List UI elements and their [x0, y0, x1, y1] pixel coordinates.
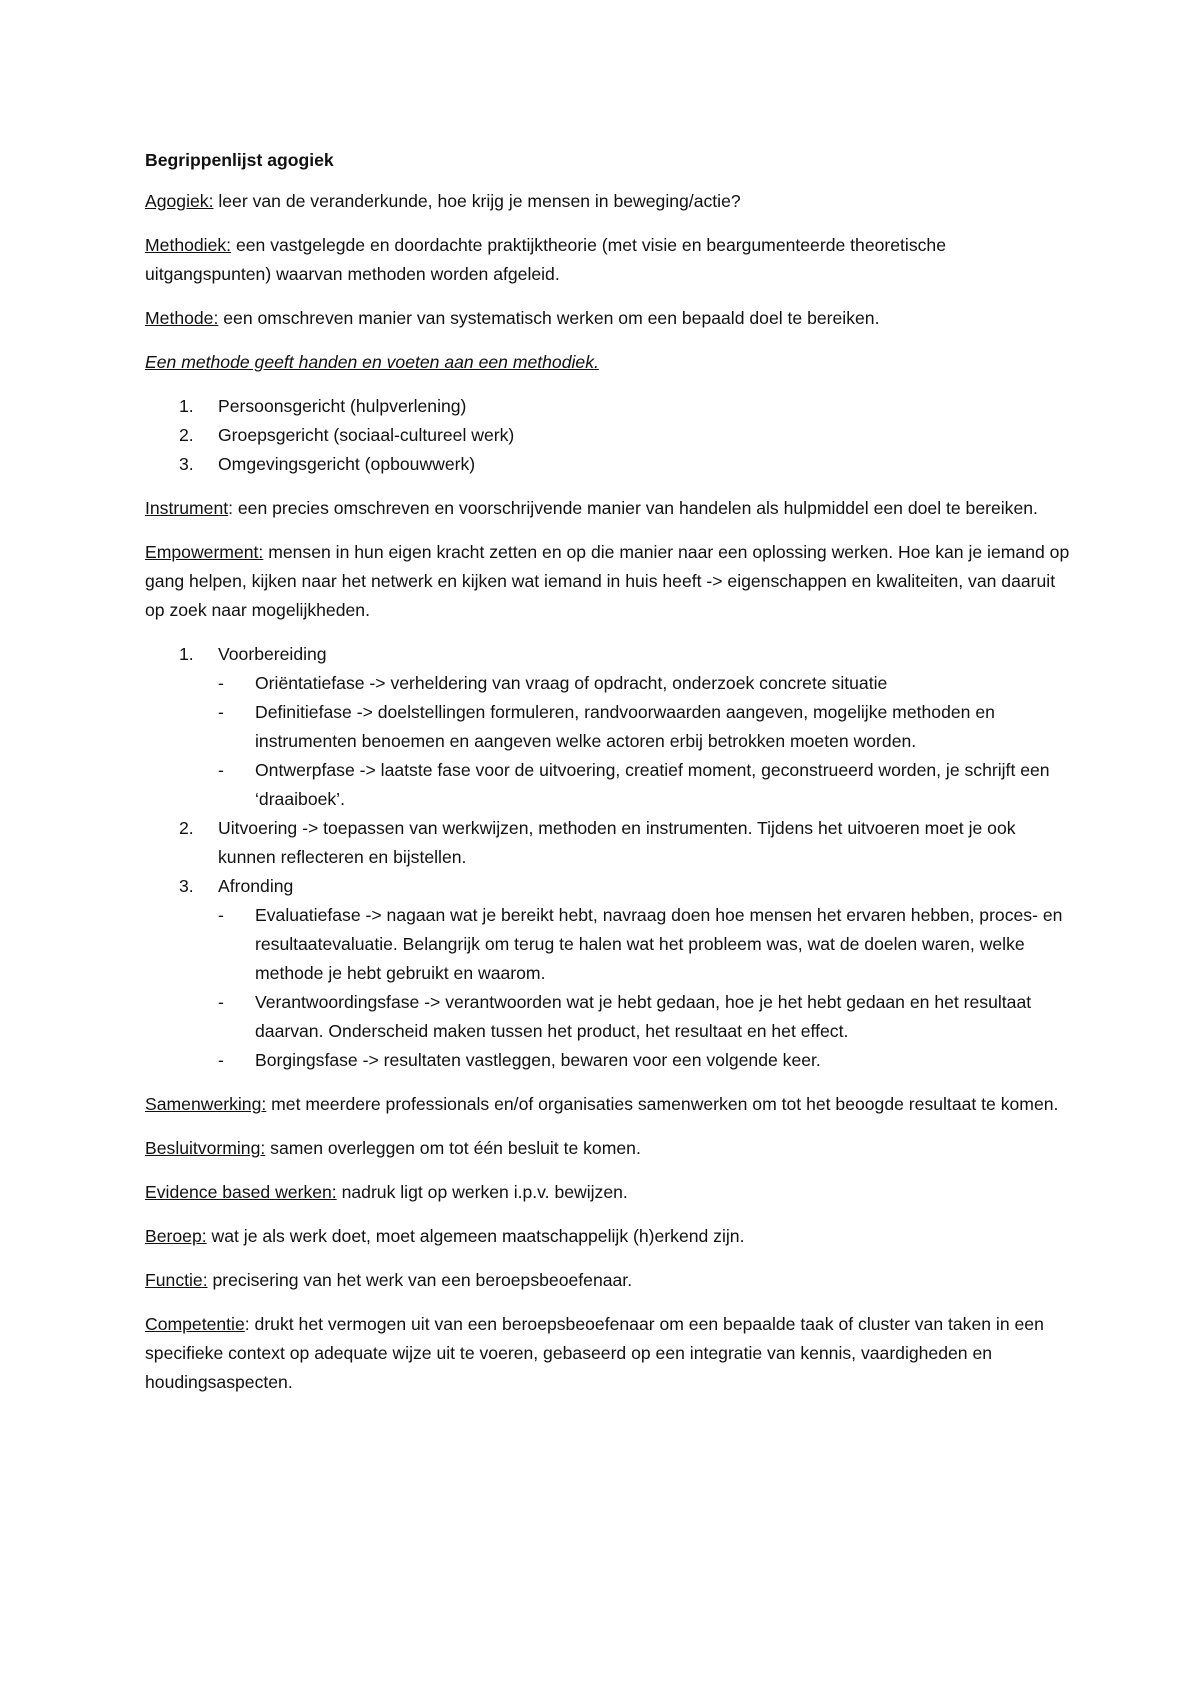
definition-empowerment	[145, 538, 1075, 625]
term-label: Besluitvorming:	[145, 1138, 266, 1158]
definition-methode	[145, 304, 1075, 333]
definition-instrument	[145, 494, 1075, 523]
definition-evidence-based	[145, 1178, 1075, 1207]
sub-list-item	[218, 988, 1075, 1046]
phase-title: Voorbereiding	[218, 644, 327, 664]
phase-title: Afronding	[218, 876, 294, 896]
list-number: 1.	[179, 644, 194, 664]
phases-list	[145, 640, 1075, 1075]
sub-list-item	[218, 901, 1075, 988]
definition-text: : een precies omschreven en voorschrijvende manier van handelen als hulpmiddel een doel te bereiken.	[228, 498, 1038, 518]
sub-list	[218, 901, 1075, 1075]
term-label: Functie:	[145, 1270, 208, 1290]
list-item-text: Persoonsgericht (hulpverlening)	[218, 396, 467, 416]
sub-list	[218, 669, 1075, 814]
dash-bullet: -	[218, 673, 224, 693]
definition-text: : drukt het vermogen uit van een beroepsbeoefenaar om een bepaalde taak of cluster van taken in een specifieke context op adequate wijze uit te voeren, gebaseerd op een integratie van kennis, vaardigheden en houdingsaspecten.	[145, 1314, 1044, 1392]
document-page	[145, 146, 1075, 1412]
phase-item	[145, 814, 1075, 872]
dash-bullet: -	[218, 905, 224, 925]
definition-text: precisering van het werk van een beroepsbeoefenaar.	[207, 1270, 633, 1290]
definition-samenwerking	[145, 1090, 1075, 1119]
dash-bullet: -	[218, 702, 224, 722]
list-item	[145, 450, 1075, 479]
list-number: 2.	[179, 425, 194, 445]
definition-text: samen overleggen om tot één besluit te komen.	[265, 1138, 641, 1158]
sub-list-item	[218, 669, 1075, 698]
sub-item-text: Borgingsfase -> resultaten vastleggen, bewaren voor een volgende keer.	[255, 1050, 821, 1070]
sub-list-item	[218, 1046, 1075, 1075]
definition-text: een vastgelegde en doordachte praktijktheorie (met visie en beargumenteerde theoretische uitgangspunten) waarvan methoden worden afgeleid.	[145, 235, 947, 284]
dash-bullet: -	[218, 760, 224, 780]
list-item	[145, 392, 1075, 421]
methode-note	[145, 348, 1075, 377]
list-item-text: Groepsgericht (sociaal-cultureel werk)	[218, 425, 515, 445]
term-label: Samenwerking:	[145, 1094, 267, 1114]
definition-text: leer van de veranderkunde, hoe krijg je mensen in beweging/actie?	[213, 191, 741, 211]
list-number: 3.	[179, 876, 194, 896]
method-types-list	[145, 392, 1075, 479]
sub-item-text: Ontwerpfase -> laatste fase voor de uitvoering, creatief moment, geconstrueerd worden, je schrijft een ‘draaiboek’.	[255, 760, 1050, 809]
definition-methodiek	[145, 231, 1075, 289]
list-number: 2.	[179, 818, 194, 838]
list-item	[145, 421, 1075, 450]
sub-list-item	[218, 698, 1075, 756]
sub-item-text: Definitiefase -> doelstellingen formuleren, randvoorwaarden aangeven, mogelijke methoden en instrumenten benoemen en aangeven welke actoren erbij betrokken moeten worden.	[255, 702, 995, 751]
term-label: Methodiek:	[145, 235, 232, 255]
term-label: Competentie	[145, 1314, 245, 1334]
term-label: Methode:	[145, 308, 219, 328]
definition-competentie	[145, 1310, 1075, 1397]
term-label: Beroep:	[145, 1226, 207, 1246]
definition-agogiek	[145, 187, 1075, 216]
list-number: 1.	[179, 396, 194, 416]
definition-beroep	[145, 1222, 1075, 1251]
phase-item	[145, 640, 1075, 814]
term-label: Agogiek:	[145, 191, 214, 211]
term-label: Instrument	[145, 498, 229, 518]
dash-bullet: -	[218, 992, 224, 1012]
definition-text: met meerdere professionals en/of organisaties samenwerken om tot het beoogde resultaat te komen.	[266, 1094, 1059, 1114]
sub-item-text: Oriëntatiefase -> verheldering van vraag of opdracht, onderzoek concrete situatie	[255, 673, 888, 693]
list-number: 3.	[179, 454, 194, 474]
definition-besluitvorming	[145, 1134, 1075, 1163]
definition-text: een omschreven manier van systematisch werken om een bepaald doel te bereiken.	[218, 308, 880, 328]
document-title: Begrippenlijst agogiek	[145, 150, 334, 170]
sub-list-item	[218, 756, 1075, 814]
sub-item-text: Verantwoordingsfase -> verantwoorden wat je hebt gedaan, hoe je het hebt gedaan en het resultaat daarvan. Onderscheid maken tussen het product, het resultaat en het effect.	[255, 992, 1032, 1041]
phase-item	[145, 872, 1075, 1075]
sub-item-text: Evaluatiefase -> nagaan wat je bereikt hebt, navraag doen hoe mensen het ervaren hebben, proces- en resultaatevaluatie. Belangrijk om terug te halen wat het probleem was, wat de doelen waren, welke methode je hebt gebruikt en waarom.	[255, 905, 1063, 983]
note-text: Een methode geeft handen en voeten aan een methodiek.	[145, 352, 599, 372]
phase-title: Uitvoering -> toepassen van werkwijzen, methoden en instrumenten. Tijdens het uitvoeren moet je ook kunnen reflecteren en bijstellen.	[218, 818, 1016, 867]
dash-bullet: -	[218, 1050, 224, 1070]
definition-functie	[145, 1266, 1075, 1295]
term-label: Empowerment:	[145, 542, 264, 562]
definition-text: mensen in hun eigen kracht zetten en op die manier naar een oplossing werken. Hoe kan je iemand op gang helpen, kijken naar het netwerk en kijken wat iemand in huis heeft -> eigenschappen en kwaliteiten, van daaruit op zoek naar mogelijkheden.	[145, 542, 1070, 620]
definition-text: nadruk ligt op werken i.p.v. bewijzen.	[336, 1182, 628, 1202]
list-item-text: Omgevingsgericht (opbouwwerk)	[218, 454, 476, 474]
term-label: Evidence based werken:	[145, 1182, 337, 1202]
definition-text: wat je als werk doet, moet algemeen maatschappelijk (h)erkend zijn.	[206, 1226, 745, 1246]
